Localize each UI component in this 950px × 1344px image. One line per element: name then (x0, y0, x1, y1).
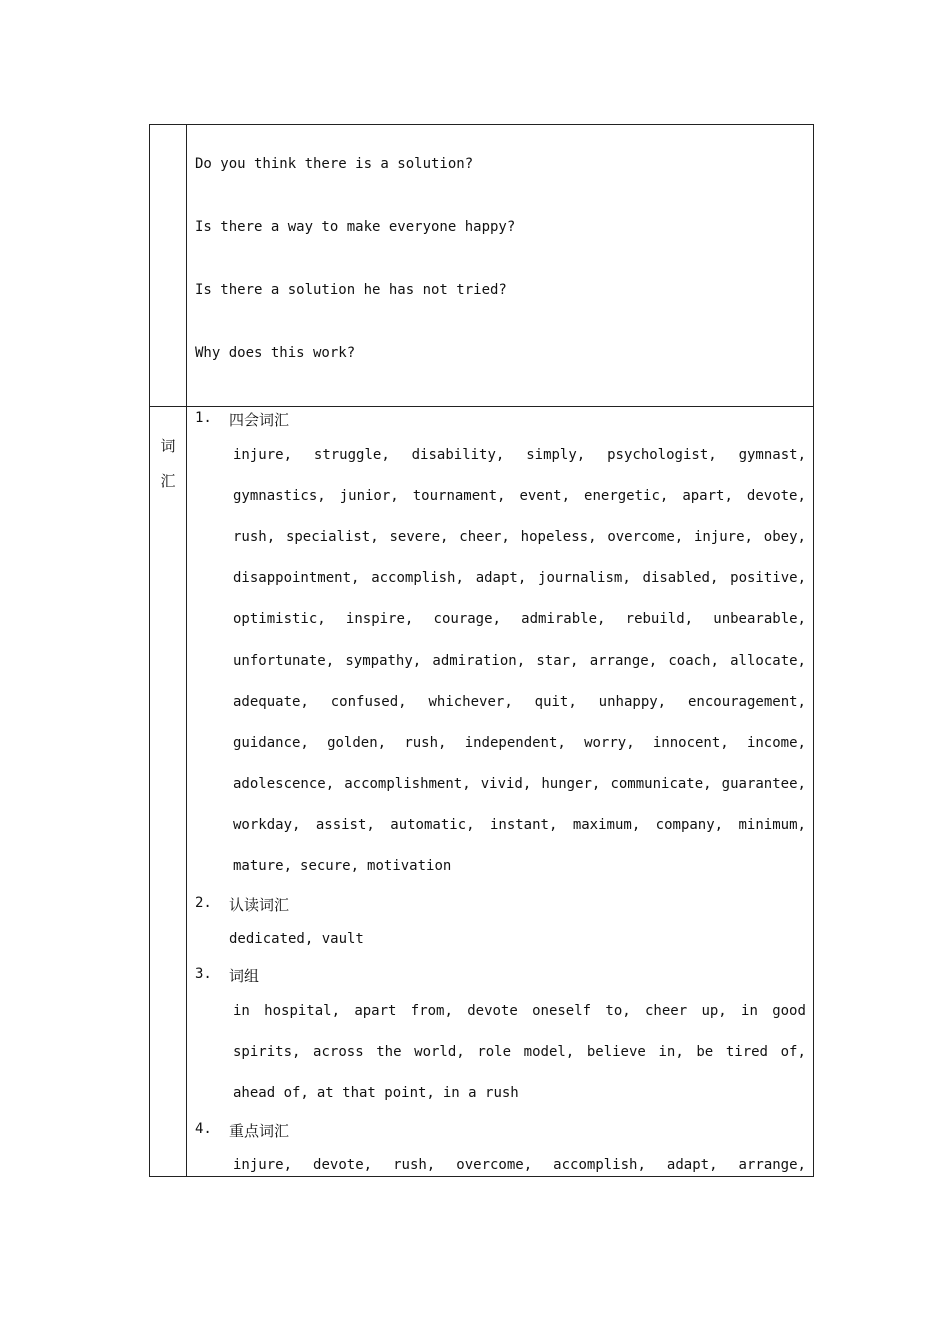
vocab-word: severe, (389, 529, 449, 546)
phrase-word: in (233, 1003, 250, 1019)
vocab-word: arrange, (589, 652, 658, 669)
vocab-word: rush, (404, 734, 447, 751)
vocab-word: independent, (464, 734, 566, 751)
vocab-word: guarantee, (721, 775, 806, 792)
vocab-word: workday, (233, 816, 301, 833)
vocab-word: specialist, (285, 529, 379, 546)
vocab-word: secure, (300, 858, 360, 874)
section-1-title: 四会词汇 (229, 411, 290, 429)
vocab-word: event, (519, 488, 571, 505)
phrase-word: cheer (645, 1003, 688, 1019)
question-4: Why does this work? (195, 345, 356, 361)
vocab-line (233, 570, 806, 586)
vocab-word: motivation (367, 858, 452, 874)
phrase-word: of, (780, 1044, 806, 1060)
phrase-word: tired (725, 1044, 768, 1060)
vocab-word: gymnastics, (233, 488, 326, 505)
vocab-line (233, 488, 806, 504)
vocab-word: tournament, (412, 488, 506, 505)
vocab-line (233, 776, 806, 792)
phrase-word: spirits, (233, 1044, 301, 1060)
phrase-word: believe (586, 1044, 646, 1060)
section-2-number: 2. (195, 895, 212, 911)
vocab-word: mature, (233, 858, 293, 874)
vocab-word: rebuild, (625, 611, 694, 628)
key-vocab-word: injure, (233, 1157, 293, 1173)
vocab-word: apart, (682, 488, 733, 505)
phrase-word: the (376, 1044, 402, 1060)
vocab-word: adolescence, (233, 775, 335, 792)
phrase-word: good (772, 1003, 806, 1019)
question-3: Is there a solution he has not tried? (195, 282, 507, 298)
phrase-word: at that point, (316, 1085, 435, 1101)
vocab-line (233, 817, 806, 833)
vocab-word: hunger, (541, 775, 601, 792)
phrase-word: devote (467, 1003, 518, 1019)
vocab-word: golden, (327, 734, 387, 751)
vocab-word: disability, (411, 447, 505, 463)
section-4-number: 4. (195, 1121, 212, 1137)
vocab-word: optimistic, (233, 611, 326, 628)
vocab-word: energetic, (584, 488, 669, 505)
key-vocab-line (233, 1157, 806, 1173)
vocab-word: innocent, (652, 734, 729, 751)
vocab-word: vivid, (480, 775, 532, 792)
vocab-line (233, 653, 806, 669)
vocab-word: instant, (489, 816, 558, 833)
vocab-word: guidance, (233, 734, 309, 751)
phrase-word: across (313, 1044, 364, 1060)
vocab-word: accomplishment, (344, 775, 471, 792)
row-divider (150, 406, 813, 407)
vocab-word: injure, (693, 529, 753, 546)
vocab-word: disabled, (642, 570, 719, 587)
key-vocab-word: adapt, (666, 1157, 718, 1173)
vocab-word: confused, (330, 693, 407, 710)
vocab-word: communicate, (610, 775, 712, 792)
vocab-word: minimum, (738, 816, 806, 833)
vocab-word: adequate, (233, 693, 309, 710)
column-divider (186, 125, 187, 1176)
vocab-word: quit, (534, 693, 577, 710)
phrase-line (233, 1003, 806, 1019)
key-vocab-word: overcome, (456, 1157, 533, 1173)
vocab-word: allocate, (730, 652, 806, 669)
vocab-word: gymnast, (738, 447, 806, 463)
key-vocab-word: devote, (313, 1157, 373, 1173)
vocab-line (233, 858, 806, 874)
vocab-word: adapt, (475, 570, 527, 587)
vocab-word: struggle, (313, 447, 390, 463)
vocab-line (233, 447, 806, 463)
vocab-word: rush, (233, 529, 276, 546)
vocab-word: disappointment, (233, 570, 360, 587)
phrase-line (233, 1085, 806, 1101)
phrase-line (233, 1044, 806, 1060)
vocab-word: obey, (763, 529, 806, 546)
vocab-word: cheer, (459, 529, 510, 546)
vocab-word: courage, (433, 611, 501, 628)
vocab-word: injure, (233, 447, 293, 463)
vocab-word: overcome, (607, 529, 684, 546)
vocab-word: accomplish, (371, 570, 464, 587)
vocab-word: star, (536, 652, 579, 669)
phrase-word: up, (701, 1003, 727, 1019)
phrase-word: from, (410, 1003, 453, 1019)
vocab-word: admirable, (521, 611, 606, 628)
vocab-word: coach, (668, 652, 719, 669)
vocab-word: encouragement, (687, 693, 806, 710)
vocab-word: assist, (315, 816, 375, 833)
phrase-word: in a rush (442, 1085, 519, 1101)
vocab-word: worry, (584, 734, 635, 751)
vocab-word: income, (746, 734, 806, 751)
vocab-word: unbearable, (713, 611, 806, 628)
vocab-word: positive, (730, 570, 806, 587)
phrase-word: ahead of, (233, 1085, 309, 1101)
phrase-word: model, (523, 1044, 575, 1060)
vocab-line (233, 611, 806, 627)
phrase-word: to, (605, 1003, 631, 1019)
side-label-char-1: 词 (160, 437, 176, 455)
phrase-word: oneself (532, 1003, 592, 1019)
vocab-word: maximum, (572, 816, 641, 833)
vocab-word: unfortunate, (233, 652, 335, 669)
vocab-word: journalism, (538, 570, 631, 587)
section-2-words: dedicated, vault (229, 931, 364, 947)
vocab-line (233, 529, 806, 545)
key-vocab-word: arrange, (738, 1157, 806, 1173)
vocab-word: unhappy, (598, 693, 667, 710)
vocab-word: automatic, (390, 816, 475, 833)
phrase-word: role (477, 1044, 512, 1060)
phrase-word: world, (414, 1044, 465, 1060)
vocab-word: inspire, (345, 611, 414, 628)
section-2-title: 认读词汇 (229, 896, 290, 914)
lesson-table (149, 124, 814, 1177)
vocab-word: hopeless, (520, 529, 597, 546)
key-vocab-word: accomplish, (553, 1157, 646, 1173)
section-3-number: 3. (195, 966, 212, 982)
phrase-word: apart (354, 1003, 397, 1019)
side-label-char-2: 汇 (160, 472, 176, 490)
question-2: Is there a way to make everyone happy? (195, 219, 516, 235)
phrase-word: in (741, 1003, 758, 1019)
section-4-title: 重点词汇 (229, 1122, 290, 1140)
phrase-word: hospital, (264, 1003, 341, 1019)
phrase-word: in, (658, 1044, 684, 1060)
vocab-line (233, 735, 806, 751)
section-3-title: 词组 (229, 967, 260, 985)
vocab-line (233, 694, 806, 710)
key-vocab-word: rush, (393, 1157, 436, 1173)
vocab-word: devote, (746, 488, 806, 505)
vocab-word: psychologist, (607, 447, 717, 463)
vocab-word: junior, (339, 488, 399, 505)
section-1-number: 1. (195, 410, 212, 426)
question-1: Do you think there is a solution? (195, 156, 474, 172)
vocab-word: simply, (526, 447, 586, 463)
vocab-word: whichever, (428, 693, 513, 710)
phrase-word: be (696, 1044, 714, 1060)
vocab-word: admiration, (432, 652, 526, 669)
vocab-word: company, (655, 816, 724, 833)
vocab-word: sympathy, (345, 652, 422, 669)
